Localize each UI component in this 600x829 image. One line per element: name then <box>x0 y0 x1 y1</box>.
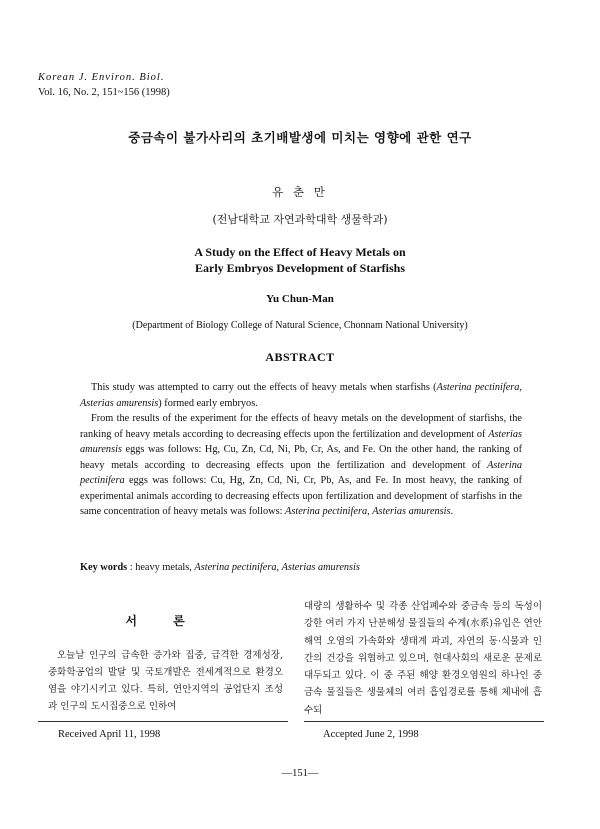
species-name: Asterias amurensis <box>80 397 159 409</box>
abstract-text: eggs was follows: Cu, Hg, Zn, Cd, Ni, Cr, Pb, As, and Fe. In most heavy, the ranking of experimental animals according to decreasing effects upon fertilization and development of starfishs in the same concentration of heavy metals was follows: <box>80 475 522 517</box>
keywords-label: Key words <box>80 562 128 573</box>
author-korean: 유 춘 만 <box>272 185 328 199</box>
journal-name: Korean J. Environ. Biol. <box>38 72 165 83</box>
abstract-text: From the results of the experiment for the effects of heavy metals on the development of starfishs, the ranking of heavy metals according to decreasing effects upon the fertilization and development of <box>80 413 522 440</box>
accepted-date: Accepted June 2, 1998 <box>323 729 419 740</box>
abstract-text: . <box>450 506 454 517</box>
body-column-left <box>48 647 283 715</box>
abstract-text: ) formed early embryos. <box>158 397 258 409</box>
keyword: heavy metals, <box>135 562 195 573</box>
species-name: Asterias amurensis <box>372 506 451 517</box>
abstract-heading: ABSTRACT <box>265 350 335 364</box>
abstract-paragraph-2 <box>80 411 522 520</box>
section-heading-introduction: 서 론 <box>125 614 201 628</box>
body-paragraph: 오늘날 인구의 급속한 증가와 집중, 급격한 경제성장, 중화학공업의 발달 및 국토개발은 전세계적으로 환경오염을 야기시키고 있다. 특히, 연안지역의 공업단지 조성과 인구의 도시집중으로 인하여 <box>48 650 283 712</box>
journal-volume: Vol. 16, No. 2, 151~156 (1998) <box>38 87 170 98</box>
abstract-paragraph-1 <box>80 380 522 411</box>
title-english-line2: Early Embryos Development of Starfishs <box>195 261 405 275</box>
body-paragraph: 대량의 생활하수 및 각종 산업폐수와 중금속 등의 독성이 강한 여러 가지 난분해성 물질들의 수계(水系)유입은 연안해역 오염의 가속화와 생태계 파괴, 자연의 동·식물과 인간의 건강을 위협하고 있으며, 현대사회의 새로운 문제로 대두되고 있다. 이 중 주된 해양 환경오염원의 하나인 중금속 물질들은 생물체의 여러 흡입경로를 통해 체내에 흡수되 <box>304 601 542 716</box>
keywords <box>80 562 522 573</box>
species-name: Asterina pectinifera <box>436 382 520 393</box>
title-english-line1: A Study on the Effect of Heavy Metals on <box>194 245 406 259</box>
keyword: Asterias amurensis <box>281 562 360 573</box>
keyword-separator: , <box>276 562 282 573</box>
author-english: Yu Chun-Man <box>266 293 334 305</box>
received-date: Received April 11, 1998 <box>58 729 161 740</box>
keywords-separator: : <box>127 562 136 573</box>
affiliation-korean: (전남대학교 자연과학대학 생물학과) <box>212 213 388 226</box>
abstract-body <box>80 380 522 520</box>
keyword: Asterina pectinifera <box>194 562 277 573</box>
species-name: Asterina pectinifera <box>80 459 522 486</box>
footnote-rule-right <box>304 721 544 722</box>
abstract-text: , <box>519 382 522 393</box>
page-number: —151— <box>281 768 319 779</box>
species-name: Asterina pectinifera <box>285 506 368 517</box>
abstract-text: This study was attempted to carry out the effects of heavy metals when starfishs ( <box>91 382 437 393</box>
body-column-right <box>304 598 542 719</box>
title-english <box>0 244 600 276</box>
abstract-text: , <box>367 506 373 517</box>
affiliation-english: (Department of Biology College of Natural Science, Chonnam National University) <box>132 320 468 331</box>
footnote-rule-left <box>38 721 288 722</box>
abstract-text: eggs was follows: Hg, Cu, Zn, Cd, Ni, Pb, Cr, As, and Fe. On the other hand, the ranking of heavy metals according to decreasing effects upon the fertilization and development of <box>80 444 522 471</box>
title-korean: 중금속이 불가사리의 초기배발생에 미치는 영향에 관한 연구 <box>128 130 472 145</box>
species-name: Asterias amurensis <box>80 428 522 455</box>
journal-citation <box>38 70 170 100</box>
